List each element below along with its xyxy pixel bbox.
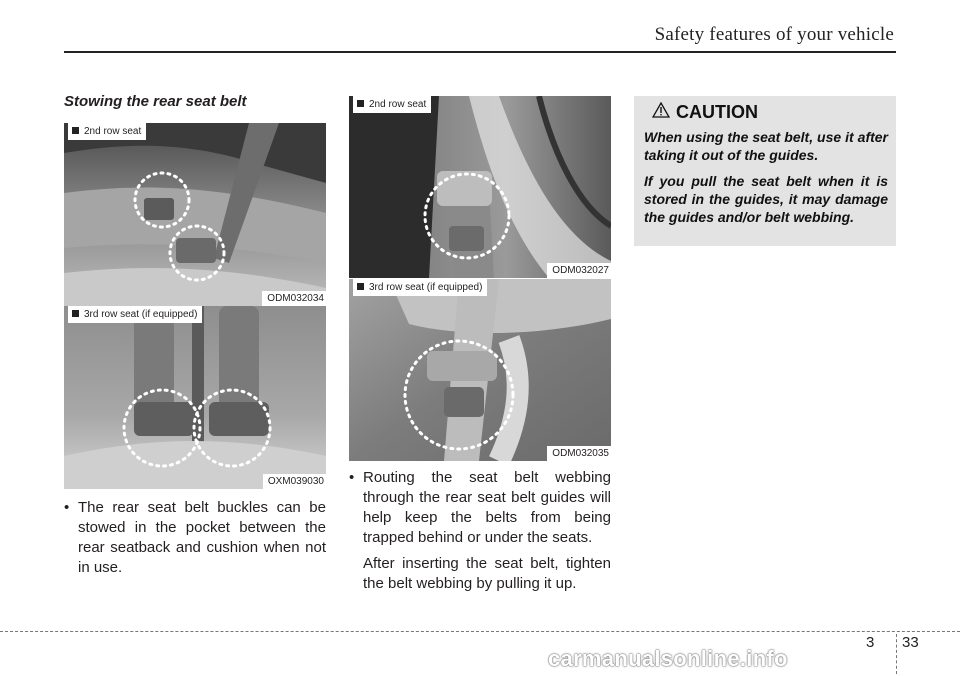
footer-rule	[0, 631, 960, 632]
figure-3-illustration	[349, 96, 611, 278]
caution-paragraph-1: When using the seat belt, use it after taking it out of the guides.	[644, 129, 888, 163]
caution-paragraph-2: If you pull the seat belt when it is stored in the guides, it may damage the guides and/or belt webbing.	[644, 173, 888, 225]
figure-1-code: ODM032034	[262, 291, 326, 306]
figure-1-tag: 2nd row seat	[68, 123, 146, 140]
figure-2-code: OXM039030	[263, 474, 326, 489]
caution-box	[634, 96, 896, 246]
figure-4-code: ODM032035	[547, 446, 611, 461]
watermark: carmanualsonline.info	[548, 646, 788, 671]
left-bullet-block	[64, 498, 326, 578]
figure-3-tag: 2nd row seat	[353, 96, 431, 113]
header-title: Safety features of your vehicle	[654, 24, 894, 45]
chapter-number: 3	[866, 634, 875, 651]
middle-text-block	[349, 468, 611, 594]
left-bullet-text: • The rear seat belt buckles can be stowed in the pocket between the rear seatback and cushion when not in use.	[64, 498, 326, 578]
figure-2-illustration	[64, 306, 326, 489]
caution-title: CAUTION	[676, 102, 758, 122]
page-number: 33	[902, 634, 919, 651]
figure-1-illustration	[64, 123, 326, 306]
figure-2-tag: 3rd row seat (if equipped)	[68, 306, 202, 323]
figure-3-code: ODM032027	[547, 263, 611, 278]
warning-triangle-icon	[652, 102, 670, 123]
figure-3rd-row-belt-guide	[349, 279, 611, 461]
figure-2nd-row-belt-guide	[349, 96, 611, 278]
caution-heading	[652, 102, 758, 123]
middle-bullet-text: • Routing the seat belt webbing through the rear seat belt guides will help keep the belts from being trapped behind or under the seats.	[349, 468, 611, 548]
figure-4-illustration	[349, 279, 611, 461]
page-number-divider	[896, 634, 898, 674]
section-title: Stowing the rear seat belt	[64, 93, 247, 110]
middle-paragraph: After inserting the seat belt, tighten the belt webbing by pulling it up.	[363, 555, 611, 592]
figure-2nd-row-seat-buckles	[64, 123, 326, 306]
figure-3rd-row-seat-buckles	[64, 306, 326, 489]
figure-4-tag: 3rd row seat (if equipped)	[353, 279, 487, 296]
header-rule	[64, 51, 896, 53]
